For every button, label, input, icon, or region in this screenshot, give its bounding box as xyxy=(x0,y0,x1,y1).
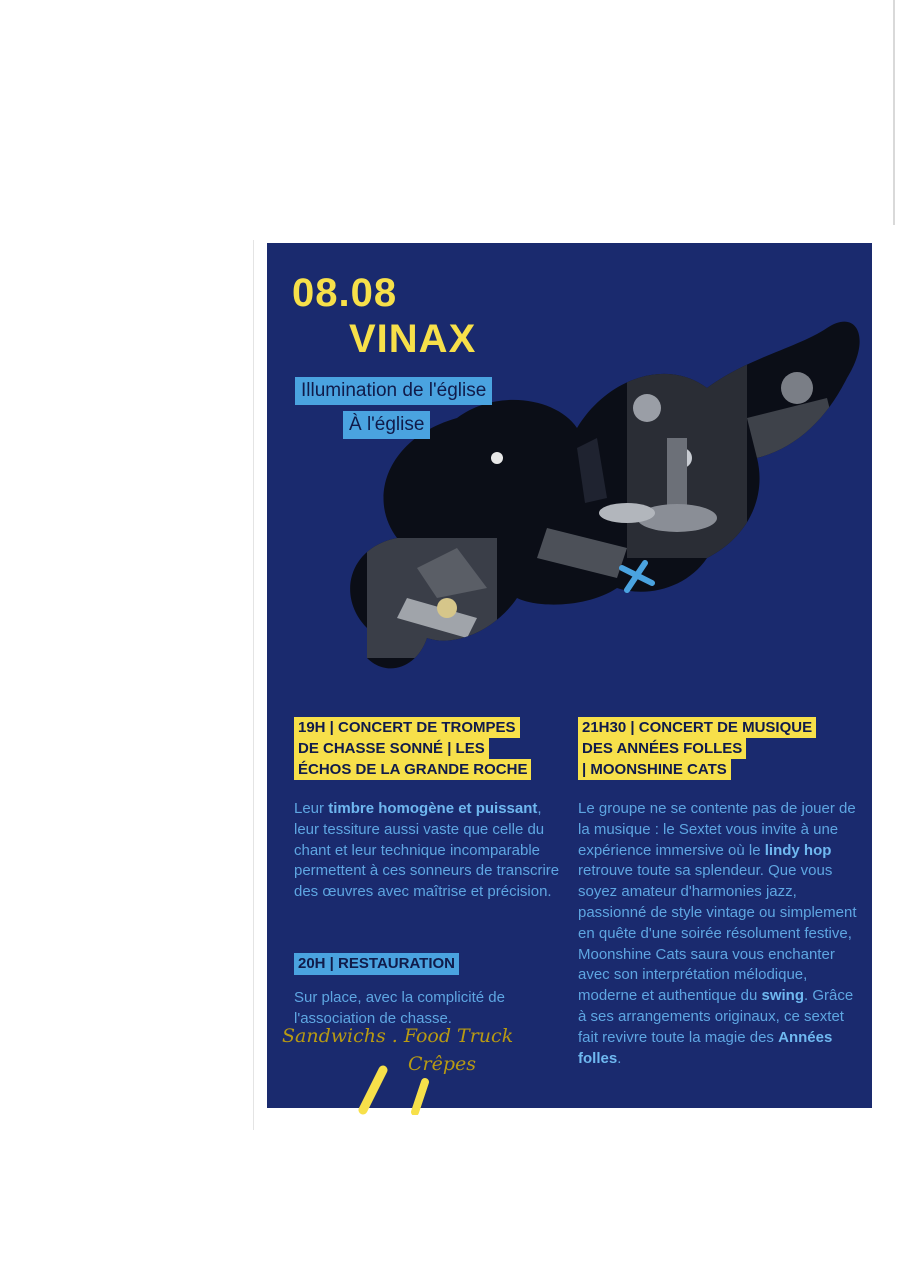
tag-illumination: Illumination de l'église xyxy=(295,377,492,405)
event-flyer xyxy=(267,243,872,1108)
tag-location: À l'église xyxy=(343,411,430,439)
event3-title-line: | MOONSHINE CATS xyxy=(578,759,731,780)
event3-highlight: swing xyxy=(761,987,804,1005)
event3-title-line: DES ANNÉES FOLLES xyxy=(578,738,746,759)
event-date: 08.08 xyxy=(292,271,398,315)
scan-edge xyxy=(253,240,254,1130)
event3-description: Le groupe ne se contente pas de jouer de la musique : le Sextet vous invite à une expérience immersive où le lindy hop retrouve toute sa splendeur. Que vous soyez amateur d'harmonies jazz, passionné de style vintage ou simplement en quête d'une soirée résolument festive, Moonshine Cats saura vous enchanter avec son interprétation mélodique, moderne et authentique du swing. Grâce à ses arrangements originaux, ce sextet fait revivre toute la magie des Années folles. xyxy=(578,800,857,1067)
event2-description: Sur place, avec la complicité de l'association de chasse. xyxy=(294,989,505,1027)
yellow-brush-marks xyxy=(355,1060,445,1115)
event1-highlight: timbre homogène et puissant xyxy=(328,800,538,817)
scan-edge xyxy=(893,0,895,225)
event-place: VINAX xyxy=(349,317,477,361)
event3-highlight: Années folles xyxy=(578,1028,833,1067)
handwritten-note: Sandwichs . Food Truck xyxy=(282,1025,514,1047)
event1-title-line: 19H | CONCERT DE TROMPES xyxy=(294,717,520,738)
event2-title: 20H | RESTAURATION xyxy=(294,953,459,975)
event3-highlight: lindy hop xyxy=(764,841,832,859)
event3-title-line: 21H30 | CONCERT DE MUSIQUE xyxy=(578,717,816,738)
event1-title-line: ÉCHOS DE LA GRANDE ROCHE xyxy=(294,759,531,780)
event1-title-line: DE CHASSE SONNÉ | LES xyxy=(294,738,489,759)
handwritten-note: Crêpes xyxy=(408,1053,477,1075)
event1-description: Leur timbre homogène et puissant, leur tessiture aussi vaste que celle du chant et leur technique incomparable permettent à ces sonneurs de transcrire des œuvres avec maîtrise et précision. xyxy=(294,800,560,901)
